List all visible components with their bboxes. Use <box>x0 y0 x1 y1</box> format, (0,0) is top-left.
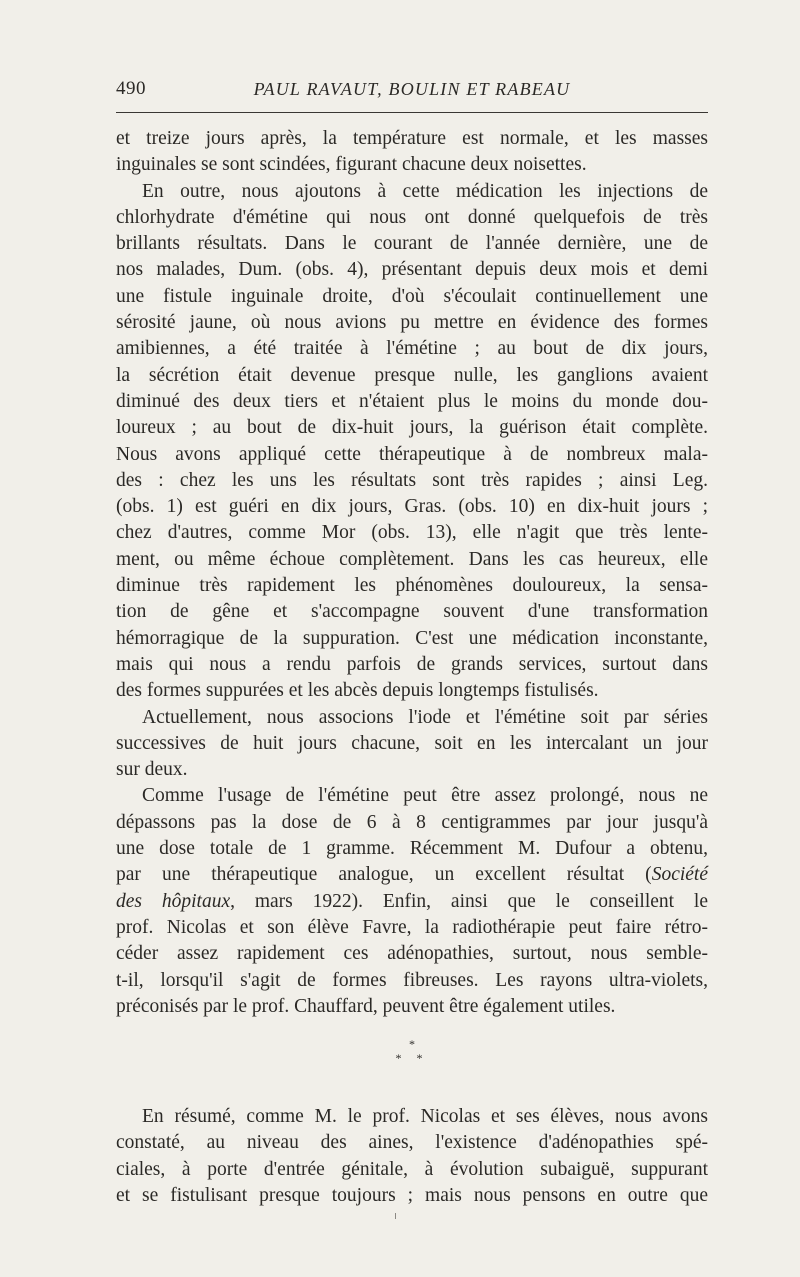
asterism-divider <box>116 1034 708 1086</box>
text-line: sur deux. <box>116 759 188 781</box>
text-line: constaté, au niveau des aines, l'existence d'adénopathies spé- <box>116 1132 708 1154</box>
text-line: par une thérapeutique analogue, un excellent résultat (Société <box>116 864 708 886</box>
text-line: chez d'autres, comme Mor (obs. 13), elle n'agit que très lente- <box>116 522 708 544</box>
text-line: chlorhydrate d'émétine qui nous ont donné quelquefois de très <box>116 206 708 228</box>
text-line: une fistule inguinale droite, d'où s'écoulait continuellement une <box>116 285 708 307</box>
paragraph-dosage <box>116 783 708 1020</box>
text-line: amibiennes, a été traitée à l'émétine ; au bout de dix jours, <box>116 338 708 360</box>
text-line: brillants résultats. Dans le courant de l'année dernière, une de <box>116 233 708 255</box>
text-line: tion de gêne et s'accompagne souvent d'une transformation <box>116 601 708 623</box>
text-line: et se fistulisant presque toujours ; mais nous pensons en outre que <box>116 1184 708 1206</box>
text-line: la sécrétion était devenue presque nulle, les ganglions avaient <box>116 364 708 386</box>
text-line: nos malades, Dum. (obs. 4), présentant depuis deux mois et demi <box>116 259 708 281</box>
page-speck <box>395 1213 396 1219</box>
running-title: PAUL RAVAUT, BOULIN ET RABEAU <box>253 79 571 99</box>
paragraph-summary <box>116 1104 708 1209</box>
text-line: successives de huit jours chacune, soit en les intercalant un jour <box>116 732 708 754</box>
text-line: Actuellement, nous associons l'iode et l'émétine soit par séries <box>142 706 708 728</box>
text-line: En outre, nous ajoutons à cette médication les injections de <box>142 180 708 202</box>
text-line: t-il, lorsqu'il s'agit de formes fibreuses. Les rayons ultra-violets, <box>116 969 708 991</box>
text-line: une dose totale de 1 gramme. Récemment M. Dufour a obtenu, <box>116 838 708 860</box>
page-number: 490 <box>116 78 146 99</box>
text-line: (obs. 1) est guéri en dix jours, Gras. (obs. 10) en dix-huit jours ; <box>116 496 708 518</box>
text-line: hémorragique de la suppuration. C'est une médication inconstante, <box>116 627 708 649</box>
paragraph-association <box>116 705 708 784</box>
text-line: céder assez rapidement ces adénopathies, surtout, nous semble- <box>116 943 708 965</box>
paragraph-emetine <box>116 179 708 705</box>
asterism-bottom: * * <box>395 1051 429 1066</box>
text-line: des : chez les uns les résultats sont très rapides ; ainsi Leg. <box>116 469 708 491</box>
text-line: diminué des deux tiers et n'étaient plus le moins du monde dou- <box>116 390 708 412</box>
text-line: et treize jours après, la température est normale, et les masses <box>116 128 708 149</box>
text-line: ciales, à porte d'entrée génitale, à évolution subaiguë, suppurant <box>116 1158 708 1180</box>
body-text <box>116 126 708 1209</box>
text-line: loureux ; au bout de dix-huit jours, la guérison était complète. <box>116 417 708 439</box>
running-head <box>116 78 708 104</box>
text-line: mais qui nous a rendu parfois de grands services, surtout dans <box>116 653 708 675</box>
paragraph-continuation <box>116 126 708 179</box>
text-line: inguinales se sont scindées, figurant chacune deux noisettes. <box>116 154 587 176</box>
text-line: En résumé, comme M. le prof. Nicolas et ses élèves, nous avons <box>142 1106 708 1128</box>
text-line: diminue très rapidement les phénomènes douloureux, la sensa- <box>116 575 708 597</box>
header-rule <box>116 112 708 113</box>
text-line: Comme l'usage de l'émétine peut être assez prolongé, nous ne <box>142 785 708 807</box>
text-line: des hôpitaux, mars 1922). Enfin, ainsi que le conseillent le <box>116 890 709 912</box>
text-line: sérosité jaune, où nous avions pu mettre en évidence des formes <box>116 312 708 334</box>
italic-citation: des hôpitaux <box>116 890 231 912</box>
text-line: préconisés par le prof. Chauffard, peuvent être également utiles. <box>116 995 616 1017</box>
text-line: prof. Nicolas et son élève Favre, la radiothérapie peut faire rétro- <box>116 916 708 938</box>
text-line: dépassons pas la dose de 6 à 8 centigrammes par jour jusqu'à <box>116 811 708 833</box>
text-line: ment, ou même échoue complètement. Dans les cas heureux, elle <box>116 548 708 570</box>
italic-citation: Société <box>651 864 708 886</box>
text-line: des formes suppurées et les abcès depuis longtemps fistulisés. <box>116 680 599 702</box>
asterism-top: * <box>409 1037 415 1052</box>
text-line: Nous avons appliqué cette thérapeutique à de nombreux mala- <box>116 443 708 465</box>
